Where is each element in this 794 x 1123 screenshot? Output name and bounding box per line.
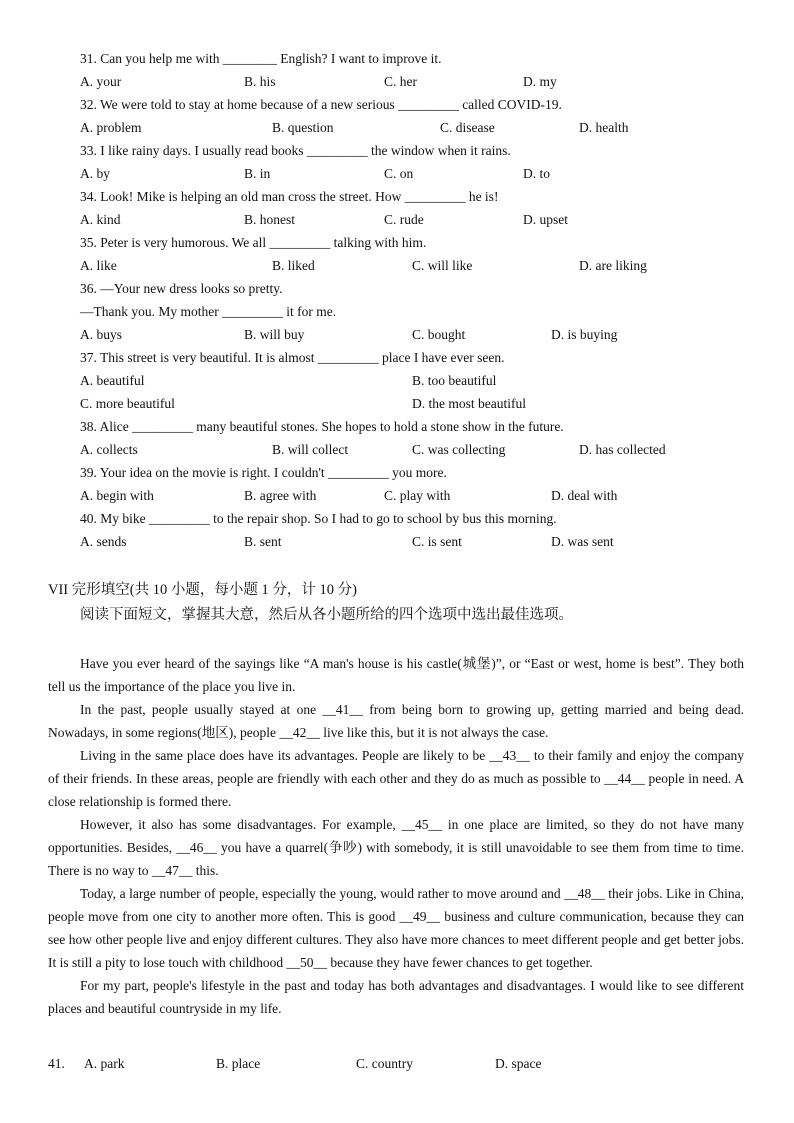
option-b[interactable]: B. place: [216, 1056, 261, 1071]
question-35-stem: 35. Peter is very humorous. We all _________ talking with him.: [80, 235, 427, 250]
option-b[interactable]: B. will collect: [272, 442, 349, 457]
option-c[interactable]: C. will like: [412, 258, 473, 273]
question-39-options: [80, 487, 760, 505]
question-33-options: [80, 165, 760, 183]
section-title: VII 完形填空(共 10 小题，每小题 1 分，计 10 分): [48, 582, 357, 598]
option-a[interactable]: A. beautiful: [80, 373, 145, 388]
option-d[interactable]: D. has collected: [579, 442, 666, 457]
question-32-options: [80, 119, 760, 137]
option-a[interactable]: A. problem: [80, 120, 142, 135]
section-instruction: 阅读下面短文，掌握其大意，然后从各小题所给的四个选项中选出最佳选项。: [80, 607, 573, 623]
passage-paragraph-6: For my part, people's lifestyle in the past and today has both advantages and disadvantages. I would like to see different places and beautiful countryside in my life.: [48, 978, 744, 1016]
option-a[interactable]: A. park: [84, 1056, 125, 1071]
passage-paragraph-3: Living in the same place does have its advantages. People are likely to be __43__ to their family and enjoy the company of their friends. In these areas, people are friendly with each other and they do as much as possible to __44__ people in need. A close relationship is formed there.: [48, 748, 744, 809]
option-c[interactable]: C. is sent: [412, 534, 462, 549]
option-d[interactable]: D. health: [579, 120, 629, 135]
option-c[interactable]: C. on: [384, 166, 414, 181]
option-b[interactable]: B. in: [244, 166, 271, 181]
option-a[interactable]: A. kind: [80, 212, 121, 227]
passage-paragraph-4: However, it also has some disadvantages. For example, __45__ in one place are limited, so they do not have many opportunities. Besides, __46__ you have a quarrel(争吵) with somebody, it is still unavoidable to see them from time to time. There is no way to __47__ this.: [48, 817, 744, 878]
question-40-options: [80, 533, 760, 551]
option-b[interactable]: B. honest: [244, 212, 296, 227]
option-a[interactable]: A. collects: [80, 442, 138, 457]
option-c[interactable]: C. play with: [384, 488, 451, 503]
option-d[interactable]: D. was sent: [551, 534, 614, 549]
passage-paragraph-2: In the past, people usually stayed at one __41__ from being born to growing up, getting married and being dead. Nowadays, in some regions(地区), people __42__ live like this, but it is not always the case.: [48, 702, 744, 740]
question-40-stem: 40. My bike _________ to the repair shop. So I had to go to school by bus this morning.: [80, 511, 557, 526]
question-36-stem: 36. —Your new dress looks so pretty.: [80, 281, 283, 296]
question-33-stem: 33. I like rainy days. I usually read books _________ the window when it rains.: [80, 143, 511, 158]
question-41-number: 41.: [48, 1056, 65, 1071]
option-a[interactable]: A. your: [80, 74, 122, 89]
option-a[interactable]: A. by: [80, 166, 110, 181]
option-b[interactable]: B. agree with: [244, 488, 317, 503]
question-34-options: [80, 211, 760, 229]
option-c[interactable]: C. rude: [384, 212, 424, 227]
question-37-options-row2: [80, 395, 760, 413]
passage-paragraph-5: Today, a large number of people, especially the young, would rather to move around and __48__ their jobs. Like in China, people move from one city to another more often. This is good __49__ business and culture communication, because they can see how other people live and enjoy different cultures. They also have more chances to meet different people and get better jobs. It is still a pity to lose touch with childhood __50__ because they have fewer chances to get together.: [48, 886, 744, 970]
option-c[interactable]: C. country: [356, 1056, 413, 1071]
option-c[interactable]: C. more beautiful: [80, 396, 175, 411]
option-d[interactable]: D. is buying: [551, 327, 618, 342]
option-d[interactable]: D. space: [495, 1056, 542, 1071]
option-b[interactable]: B. will buy: [244, 327, 305, 342]
option-c[interactable]: C. her: [384, 74, 417, 89]
option-c[interactable]: C. was collecting: [412, 442, 506, 457]
question-31-stem: 31. Can you help me with ________ English? I want to improve it.: [80, 51, 442, 66]
option-b[interactable]: B. liked: [272, 258, 315, 273]
option-d[interactable]: D. to: [523, 166, 550, 181]
cloze-passage: [48, 652, 744, 1020]
option-d[interactable]: D. the most beautiful: [412, 396, 526, 411]
question-37-options-row1: [80, 372, 760, 390]
option-b[interactable]: B. too beautiful: [412, 373, 497, 388]
option-a[interactable]: A. begin with: [80, 488, 154, 503]
option-b[interactable]: B. question: [272, 120, 334, 135]
question-34-stem: 34. Look! Mike is helping an old man cross the street. How _________ he is!: [80, 189, 499, 204]
option-d[interactable]: D. upset: [523, 212, 568, 227]
option-a[interactable]: A. like: [80, 258, 117, 273]
option-d[interactable]: D. deal with: [551, 488, 618, 503]
option-c[interactable]: C. disease: [440, 120, 495, 135]
passage-paragraph-1: Have you ever heard of the sayings like “A man's house is his castle(城堡)”, or “East or west, home is best”. They both tell us the importance of the place you live in.: [48, 656, 744, 694]
question-38-stem: 38. Alice _________ many beautiful stones. She hopes to hold a stone show in the future.: [80, 419, 564, 434]
option-b[interactable]: B. sent: [244, 534, 282, 549]
question-37-stem: 37. This street is very beautiful. It is almost _________ place I have ever seen.: [80, 350, 505, 365]
option-c[interactable]: C. bought: [412, 327, 466, 342]
question-36-reply: —Thank you. My mother _________ it for me.: [80, 304, 337, 319]
option-d[interactable]: D. are liking: [579, 258, 647, 273]
question-32-stem: 32. We were told to stay at home because of a new serious _________ called COVID-19.: [80, 97, 562, 112]
question-38-options: [80, 441, 760, 459]
option-d[interactable]: D. my: [523, 74, 557, 89]
question-39-stem: 39. Your idea on the movie is right. I couldn't _________ you more.: [80, 465, 447, 480]
question-31-options: [80, 73, 760, 91]
question-36-options: [80, 326, 760, 344]
option-a[interactable]: A. sends: [80, 534, 127, 549]
question-41-row: [48, 1055, 748, 1073]
option-b[interactable]: B. his: [244, 74, 276, 89]
question-35-options: [80, 257, 760, 275]
option-a[interactable]: A. buys: [80, 327, 123, 342]
